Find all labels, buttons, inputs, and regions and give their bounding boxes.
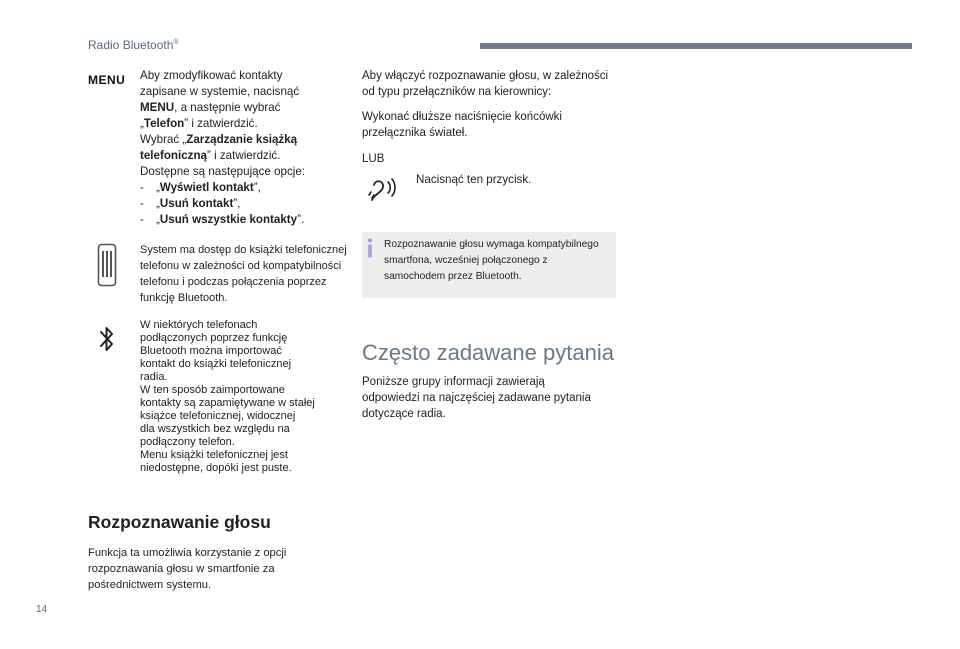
phone-icon bbox=[97, 243, 117, 287]
info-box-text: Rozpoznawanie głosu wymaga kompatybilnego smartfona, wcześniej połączonego z samochodem przez Bluetooth. bbox=[384, 239, 599, 282]
page-number: 14 bbox=[36, 604, 48, 615]
running-header: Radio Bluetooth® bbox=[88, 38, 179, 52]
bluetooth-icon bbox=[99, 325, 115, 353]
menu-button-label: MENU bbox=[88, 73, 126, 87]
section-title-voice-recognition: Rozpoznawanie głosu bbox=[88, 512, 271, 532]
or-separator: LUB bbox=[362, 153, 385, 165]
info-icon bbox=[367, 238, 373, 258]
voice-command-icon bbox=[366, 176, 398, 206]
light-switch-instruction: Wykonać dłuższe naciśnięcie końcówki przełącznika świateł. bbox=[362, 111, 562, 139]
faq-description: Poniższe grupy informacji zawierają odpowiedzi na najczęściej zadawane pytania dotyczące radia. bbox=[362, 376, 591, 420]
option-item: - „Usuń kontakt”, bbox=[140, 197, 241, 210]
faq-title: Często zadawane pytania bbox=[362, 340, 614, 365]
option-item: - „Wyświetl kontakt”, bbox=[140, 181, 261, 194]
phonebook-access-note: System ma dostęp do książki telefonicznej telefonu w zależności od kompatybilności telefonu i podczas połączenia poprzez funkcję Bluetooth. bbox=[140, 244, 347, 304]
option-item: - „Usuń wszystkie kontakty”. bbox=[140, 213, 305, 226]
bluetooth-import-note: W niektórych telefonach podłączonych poprzez funkcję Bluetooth można importować kontakt do książki telefonicznej radia. W ten sposób zaimportowane kontakty są zapamiętywane w stałej książce telefonicznej, widocznej dla wszystkich bez względu na podłączony telefon. Menu książki telefonicznej jest niedostępne, dopóki jest puste. bbox=[140, 319, 315, 474]
voice-recognition-description: Funkcja ta umożliwia korzystanie z opcji rozpoznawania głosu w smartfonie za pośrednictwem systemu. bbox=[88, 547, 287, 591]
contacts-instructions: Aby zmodyfikować kontakty zapisane w systemie, nacisnąć MENU, a następnie wybrać „Telefon” i zatwierdzić. Wybrać „Zarządzanie książką telefoniczną” i zatwierdzić. Dostępne są następujące opcje: - „Wyświetl kontakt”, - „Usuń kontakt”, - „Usuń wszystkie kontakty”. bbox=[140, 68, 350, 228]
press-button-instruction: Nacisnąć ten przycisk. bbox=[416, 173, 532, 186]
header-rule bbox=[480, 43, 912, 49]
voice-activation-intro: Aby włączyć rozpoznawanie głosu, w zależności od typu przełączników na kierownicy: bbox=[362, 70, 609, 98]
